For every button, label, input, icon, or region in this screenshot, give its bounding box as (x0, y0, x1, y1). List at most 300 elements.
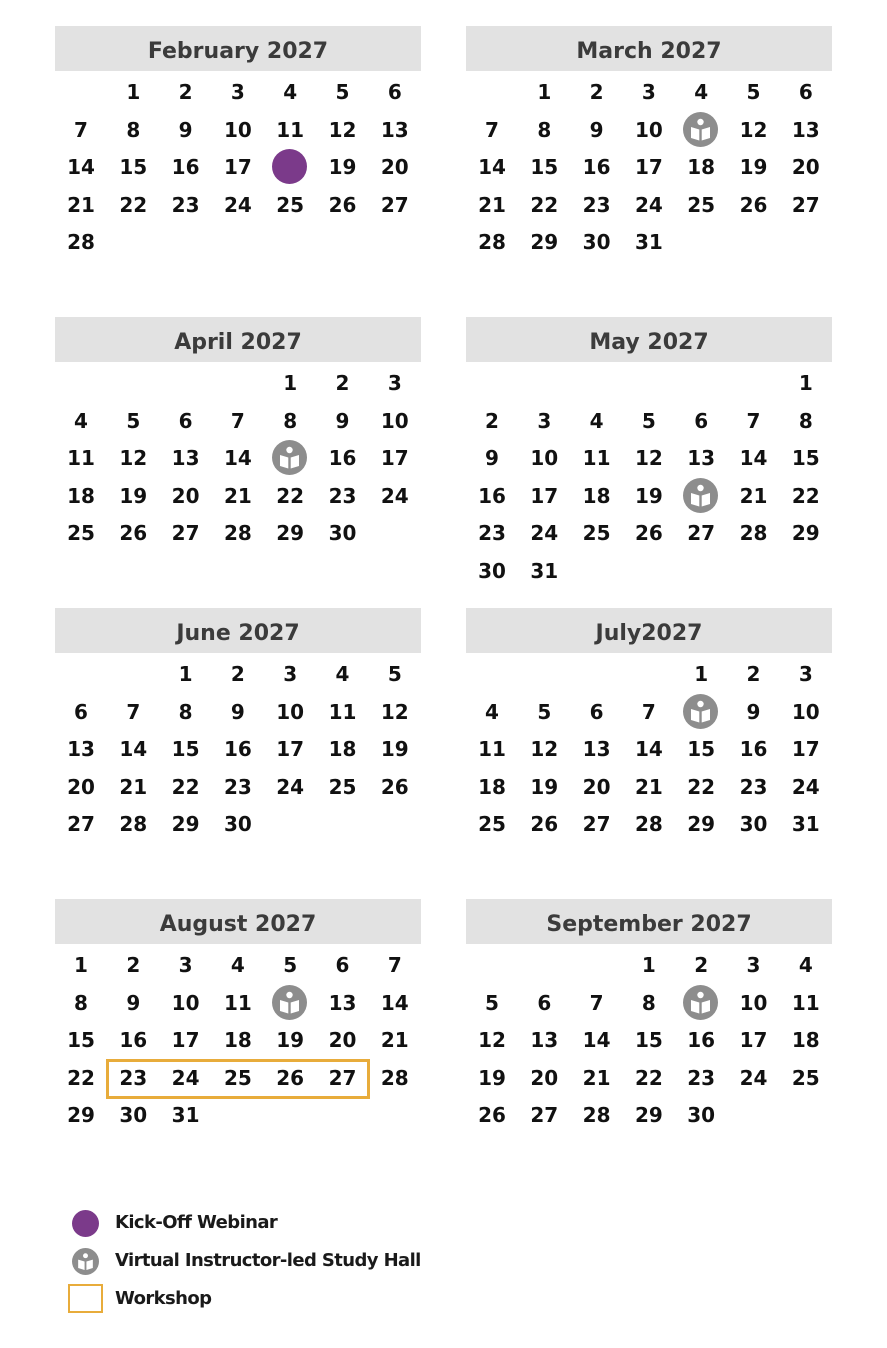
legend-label-kickoff: Kick-Off Webinar (115, 1212, 278, 1233)
day-number: 1 (537, 80, 552, 104)
day-number: 19 (380, 737, 409, 761)
day-number: 14 (119, 737, 148, 761)
day-cell (518, 1022, 570, 1058)
day-number: 18 (328, 737, 357, 761)
day-cell (571, 769, 623, 805)
day-number: 27 (530, 1103, 559, 1127)
kickoff-dot-icon (72, 1210, 99, 1237)
day-number: 15 (687, 737, 716, 761)
day-cell (623, 1022, 675, 1058)
day-number: 3 (283, 662, 298, 686)
day-cell (728, 403, 780, 439)
day-cell (623, 112, 675, 148)
day-number: 2 (178, 80, 193, 104)
day-number: 19 (478, 1065, 506, 1090)
day-number: 29 (276, 521, 305, 545)
day-cell (466, 1097, 518, 1133)
month-5 (466, 608, 832, 836)
day-number: 17 (380, 446, 409, 470)
day-number: 10 (223, 117, 252, 142)
day-number: 3 (746, 953, 761, 977)
day-cell (780, 947, 832, 983)
day-number: 22 (67, 1065, 95, 1090)
legend-label-studyhall: Virtual Instructor-led Study Hall (115, 1250, 421, 1271)
day-cell (466, 149, 518, 185)
day-cell (780, 365, 832, 401)
day-cell (780, 1060, 832, 1096)
day-number: 29 (530, 230, 559, 254)
day-number: 5 (126, 408, 141, 433)
day-cell (160, 985, 212, 1021)
day-cell (55, 769, 107, 805)
day-number: 7 (485, 117, 499, 142)
day-number: 21 (478, 192, 506, 217)
day-number: 16 (119, 1028, 148, 1052)
day-number: 16 (739, 737, 768, 761)
day-number: 31 (171, 1103, 200, 1127)
day-number: 22 (119, 192, 148, 217)
day-cell (160, 74, 212, 110)
day-cell (369, 187, 421, 223)
month-header (55, 317, 421, 362)
day-number: 21 (223, 483, 252, 508)
day-cell (317, 478, 369, 514)
day-cell (623, 515, 675, 551)
day-number: 7 (74, 117, 88, 142)
day-number: 15 (67, 1028, 95, 1052)
day-number: 15 (530, 155, 559, 179)
day-number: 25 (478, 812, 506, 836)
day-cell (264, 403, 316, 439)
book-icon (683, 112, 718, 147)
day-number: 6 (335, 953, 350, 977)
day-number: 11 (328, 699, 357, 724)
day-cell (160, 731, 212, 767)
day-cell (212, 731, 264, 767)
day-cell (571, 112, 623, 148)
day-cell (369, 1022, 421, 1058)
day-cell (317, 187, 369, 223)
day-number: 14 (223, 446, 252, 470)
day-number: 28 (739, 521, 768, 545)
day-number: 21 (380, 1028, 409, 1052)
day-cell (107, 149, 159, 185)
day-cell (212, 149, 264, 185)
day-cell (675, 187, 727, 223)
day-cell (160, 440, 212, 476)
day-number: 2 (335, 371, 350, 395)
day-cell (780, 656, 832, 692)
day-cell (623, 149, 675, 185)
day-cell (571, 149, 623, 185)
day-cell (466, 440, 518, 476)
day-number: 16 (582, 155, 611, 179)
day-number: 12 (119, 446, 148, 470)
day-cell (107, 1022, 159, 1058)
day-cell (160, 403, 212, 439)
day-number: 4 (74, 408, 88, 433)
day-number: 26 (380, 774, 409, 799)
day-cell (728, 985, 780, 1021)
day-cell (780, 112, 832, 148)
day-number: 27 (582, 812, 611, 836)
day-cell (264, 187, 316, 223)
day-cell (55, 947, 107, 983)
day-number: 29 (171, 812, 200, 836)
day-number: 11 (791, 990, 820, 1015)
day-number: 23 (687, 1065, 716, 1090)
day-number: 2 (126, 953, 141, 977)
day-number: 20 (530, 1065, 559, 1090)
day-cell (160, 656, 212, 692)
day-cell (107, 74, 159, 110)
day-number: 2 (694, 953, 709, 977)
day-cell (466, 224, 518, 260)
day-number: 3 (178, 953, 193, 977)
day-cell (212, 947, 264, 983)
day-cell (264, 1022, 316, 1058)
day-number: 26 (739, 192, 768, 217)
day-number: 15 (119, 155, 148, 179)
day-cell (518, 74, 570, 110)
day-number: 6 (537, 990, 552, 1015)
day-cell (55, 694, 107, 730)
day-cell (518, 553, 570, 589)
day-cell (780, 1022, 832, 1058)
day-cell (623, 403, 675, 439)
day-cell (369, 74, 421, 110)
month-3 (466, 317, 832, 583)
day-cell (107, 1097, 159, 1133)
day-number: 17 (791, 737, 820, 761)
day-number: 4 (335, 662, 350, 686)
day-number: 25 (687, 192, 716, 217)
day-cell (369, 440, 421, 476)
day-number: 23 (478, 521, 506, 545)
day-cell (466, 187, 518, 223)
legend-label-workshop: Workshop (115, 1288, 212, 1309)
day-cell (518, 985, 570, 1021)
day-number: 30 (119, 1103, 148, 1127)
day-cell (728, 656, 780, 692)
day-number: 14 (478, 155, 506, 179)
day-cell (623, 947, 675, 983)
day-number: 26 (478, 1103, 506, 1127)
day-cell (780, 478, 832, 514)
day-cell (317, 112, 369, 148)
day-cell (728, 1060, 780, 1096)
day-number: 21 (634, 774, 663, 799)
day-number: 16 (328, 446, 357, 470)
day-cell (675, 731, 727, 767)
day-cell (317, 440, 369, 476)
day-cell (728, 74, 780, 110)
day-number: 17 (223, 155, 252, 179)
day-number: 10 (791, 699, 820, 724)
day-number: 21 (739, 483, 768, 508)
month-header (55, 608, 421, 653)
day-number: 1 (74, 953, 88, 977)
day-number: 16 (478, 483, 506, 508)
kickoff-day (264, 149, 316, 185)
day-number: 2 (230, 662, 245, 686)
book-icon (272, 440, 307, 475)
day-number: 12 (634, 446, 663, 470)
day-number: 6 (589, 699, 604, 724)
day-cell (728, 440, 780, 476)
day-cell (160, 112, 212, 148)
day-cell (369, 769, 421, 805)
day-cell (675, 74, 727, 110)
day-cell (466, 112, 518, 148)
day-cell (675, 1097, 727, 1133)
day-cell (518, 149, 570, 185)
day-cell (369, 365, 421, 401)
day-number: 19 (119, 483, 148, 508)
day-cell (264, 694, 316, 730)
day-number: 9 (126, 990, 141, 1015)
day-number: 5 (283, 953, 298, 977)
day-cell (107, 806, 159, 842)
day-number: 10 (380, 408, 409, 433)
day-number: 15 (171, 737, 200, 761)
day-number: 4 (283, 80, 298, 104)
studyhall-day (675, 478, 727, 514)
day-cell (728, 515, 780, 551)
day-number: 22 (634, 1065, 663, 1090)
day-cell (55, 1097, 107, 1133)
book-icon (72, 1248, 99, 1275)
day-cell (675, 515, 727, 551)
day-number: 2 (485, 408, 499, 433)
day-number: 5 (537, 699, 552, 724)
day-number: 30 (687, 1103, 716, 1127)
day-number: 1 (641, 953, 656, 977)
day-number: 7 (126, 699, 141, 724)
day-cell (264, 947, 316, 983)
day-cell (107, 187, 159, 223)
day-cell (160, 149, 212, 185)
day-number: 14 (739, 446, 768, 470)
month-6 (55, 899, 421, 1127)
day-number: 19 (328, 155, 357, 179)
day-cell (571, 478, 623, 514)
day-number: 23 (171, 192, 200, 217)
day-number: 24 (739, 1065, 768, 1090)
day-number: 13 (582, 737, 611, 761)
day-number: 19 (634, 483, 663, 508)
day-number: 16 (687, 1028, 716, 1052)
day-cell (466, 694, 518, 730)
day-number: 7 (387, 953, 402, 977)
day-cell (728, 769, 780, 805)
day-cell (466, 806, 518, 842)
day-number: 20 (328, 1028, 357, 1052)
day-cell (160, 769, 212, 805)
day-number: 9 (589, 117, 604, 142)
day-number: 11 (582, 446, 611, 470)
month-1 (466, 26, 832, 254)
day-cell (107, 985, 159, 1021)
day-cell (55, 224, 107, 260)
day-number: 5 (746, 80, 761, 104)
day-cell (780, 149, 832, 185)
day-cell (212, 656, 264, 692)
day-number: 24 (634, 192, 663, 217)
day-number: 22 (276, 483, 305, 508)
day-cell (728, 149, 780, 185)
day-number: 27 (67, 812, 95, 836)
day-cell (571, 1022, 623, 1058)
day-number: 8 (178, 699, 193, 724)
day-cell (623, 694, 675, 730)
day-number: 27 (171, 521, 200, 545)
day-cell (518, 731, 570, 767)
day-number: 13 (791, 117, 820, 142)
day-number: 16 (223, 737, 252, 761)
day-number: 9 (178, 117, 193, 142)
day-number: 21 (119, 774, 148, 799)
day-cell (675, 149, 727, 185)
day-number: 12 (530, 737, 559, 761)
day-cell (160, 1097, 212, 1133)
day-number: 29 (791, 521, 820, 545)
day-cell (212, 187, 264, 223)
day-cell (264, 731, 316, 767)
day-cell (780, 769, 832, 805)
studyhall-day (675, 694, 727, 730)
month-header (466, 608, 832, 653)
day-number: 22 (687, 774, 716, 799)
day-number: 18 (223, 1028, 252, 1052)
day-cell (728, 478, 780, 514)
day-number: 11 (478, 737, 506, 761)
day-cell (317, 515, 369, 551)
day-cell (369, 656, 421, 692)
day-number: 25 (67, 521, 95, 545)
day-cell (466, 985, 518, 1021)
day-number: 21 (582, 1065, 611, 1090)
day-number: 1 (798, 371, 813, 395)
day-number: 13 (67, 737, 95, 761)
day-number: 18 (478, 774, 506, 799)
day-cell (160, 187, 212, 223)
day-number: 9 (335, 408, 350, 433)
month-title: May 2027 (589, 330, 709, 355)
day-number: 3 (641, 80, 656, 104)
day-number: 20 (171, 483, 200, 508)
day-number: 12 (380, 699, 409, 724)
book-icon (683, 985, 718, 1020)
day-cell (466, 769, 518, 805)
day-number: 31 (634, 230, 663, 254)
day-cell (160, 515, 212, 551)
day-number: 28 (223, 521, 252, 545)
day-number: 6 (798, 80, 813, 104)
day-number: 23 (223, 774, 252, 799)
day-number: 22 (171, 774, 200, 799)
day-cell (212, 806, 264, 842)
day-cell (518, 1060, 570, 1096)
day-number: 24 (380, 483, 409, 508)
day-cell (571, 985, 623, 1021)
day-cell (264, 74, 316, 110)
day-cell (107, 769, 159, 805)
day-cell (317, 694, 369, 730)
day-number: 30 (478, 558, 506, 583)
day-number: 24 (171, 1065, 200, 1090)
day-cell (212, 478, 264, 514)
day-cell (160, 694, 212, 730)
day-cell (675, 769, 727, 805)
day-cell (623, 985, 675, 1021)
day-number: 19 (530, 774, 559, 799)
day-cell (264, 365, 316, 401)
day-number: 23 (582, 192, 611, 217)
day-cell (212, 112, 264, 148)
workshop-box-icon (68, 1284, 103, 1313)
day-number: 29 (67, 1103, 95, 1127)
day-cell (728, 947, 780, 983)
day-cell (623, 806, 675, 842)
day-cell (571, 806, 623, 842)
month-title: September 2027 (546, 912, 752, 937)
day-cell (107, 403, 159, 439)
studyhall-day (264, 985, 316, 1021)
day-number: 24 (791, 774, 820, 799)
studyhall-day (675, 985, 727, 1021)
month-7 (466, 899, 832, 1127)
day-number: 24 (223, 192, 252, 217)
day-number: 10 (739, 990, 768, 1015)
day-number: 7 (746, 408, 761, 433)
day-number: 11 (67, 446, 95, 470)
day-cell (466, 515, 518, 551)
day-number: 6 (694, 408, 709, 433)
day-number: 6 (387, 80, 402, 104)
day-cell (571, 187, 623, 223)
day-number: 13 (530, 1028, 559, 1052)
day-number: 12 (739, 117, 768, 142)
day-cell (212, 74, 264, 110)
day-cell (728, 187, 780, 223)
day-number: 7 (641, 699, 656, 724)
day-cell (369, 947, 421, 983)
day-cell (264, 515, 316, 551)
day-number: 26 (119, 521, 148, 545)
day-cell (466, 1060, 518, 1096)
day-number: 22 (791, 483, 820, 508)
day-cell (369, 731, 421, 767)
day-cell (728, 694, 780, 730)
day-number: 10 (276, 699, 305, 724)
day-cell (518, 769, 570, 805)
day-cell (107, 515, 159, 551)
day-cell (728, 1022, 780, 1058)
day-cell (518, 440, 570, 476)
month-header (55, 899, 421, 944)
day-cell (369, 149, 421, 185)
day-number: 17 (530, 483, 559, 508)
day-cell (55, 1022, 107, 1058)
day-number: 29 (687, 812, 716, 836)
day-number: 28 (582, 1103, 611, 1127)
day-number: 15 (791, 446, 820, 470)
day-cell (728, 112, 780, 148)
month-2 (55, 317, 421, 545)
month-header (55, 26, 421, 71)
month-header (466, 899, 832, 944)
